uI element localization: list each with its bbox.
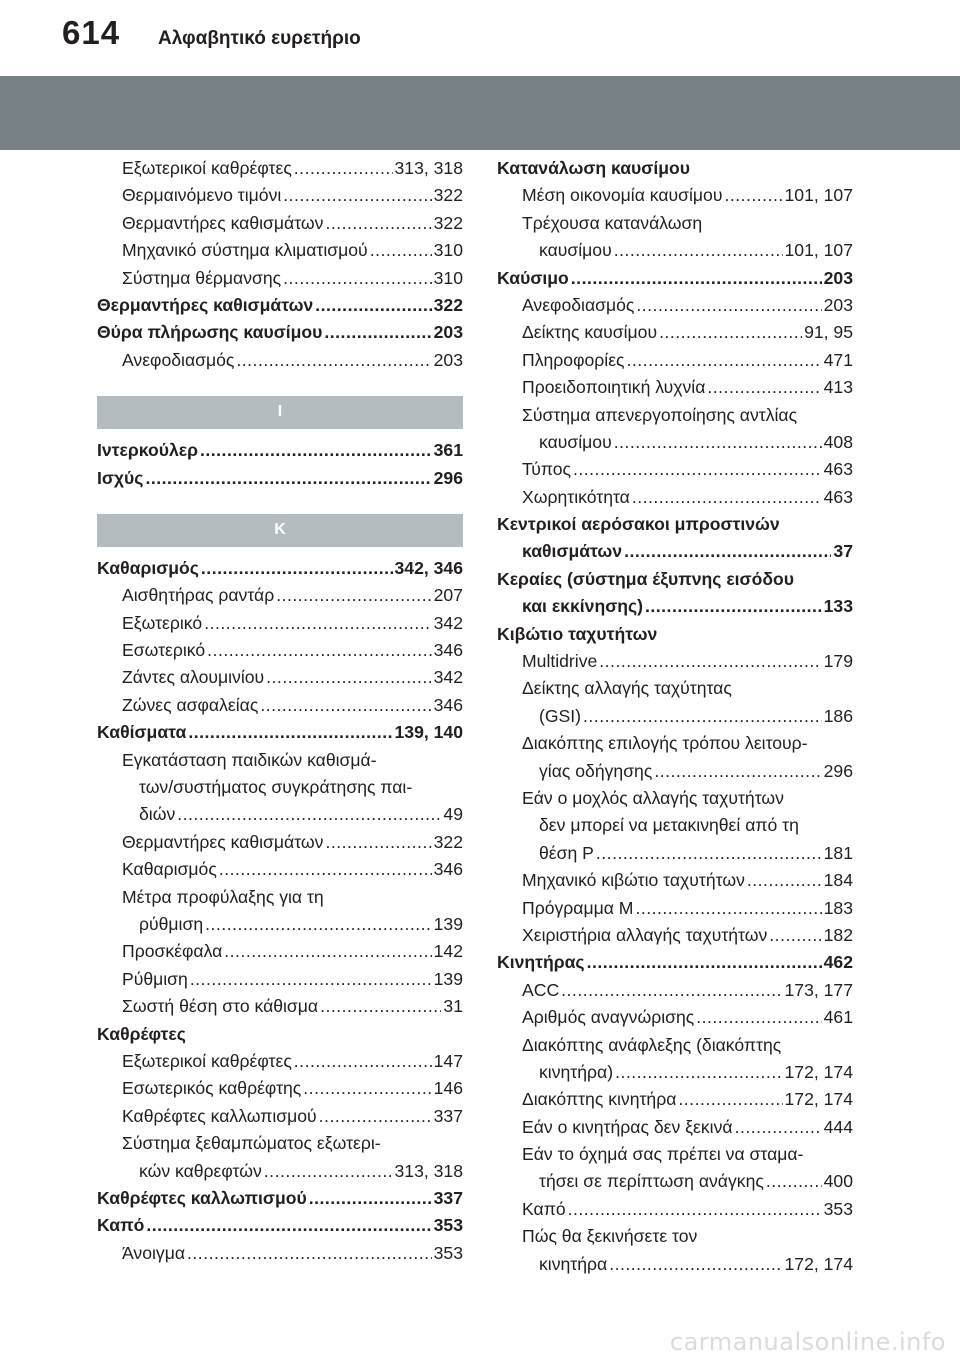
index-term: Καθρέφτες καλλωπισμού xyxy=(122,1105,317,1126)
index-term: Εάν το όχημά σας πρέπει να σταμα- xyxy=(522,1144,804,1165)
index-term: Πληροφορίες xyxy=(522,349,625,370)
index-entry xyxy=(497,675,853,702)
page-reference: 203 xyxy=(433,322,463,343)
index-entry xyxy=(497,1223,853,1250)
index-entry xyxy=(497,319,853,346)
page-reference: 463 xyxy=(823,459,853,480)
index-entry xyxy=(97,774,463,801)
index-entry xyxy=(97,265,463,292)
page-reference: 408 xyxy=(823,431,853,452)
index-term: ρύθμιση xyxy=(139,913,204,934)
dot-leader xyxy=(190,966,432,993)
page-reference: 296 xyxy=(823,760,853,781)
index-term: δεν μπορεί να μετακινηθεί από τη xyxy=(539,815,799,836)
index-term: διών xyxy=(139,804,176,825)
page-reference: 179 xyxy=(823,651,853,672)
index-entry xyxy=(497,1004,853,1031)
index-entry xyxy=(97,1103,463,1130)
index-term: καυσίμου xyxy=(539,240,612,261)
dot-leader xyxy=(571,265,822,292)
dot-leader xyxy=(201,555,393,582)
index-entry xyxy=(97,182,463,209)
dot-leader xyxy=(266,664,431,691)
index-column-right xyxy=(497,155,853,1278)
page-reference: 147 xyxy=(433,1050,463,1071)
index-term: Σύστημα ξεθαμπώματος εξωτερι- xyxy=(122,1133,381,1154)
index-entry xyxy=(97,993,463,1020)
page-reference: 101, 107 xyxy=(784,185,853,206)
index-entry xyxy=(497,347,853,374)
page-reference: 172, 174 xyxy=(784,1089,853,1110)
page-reference: 346 xyxy=(433,859,463,880)
dot-leader xyxy=(294,155,393,182)
index-entry xyxy=(497,1196,853,1223)
index-term: Καθρέφτες καλλωπισμού xyxy=(97,1187,307,1208)
index-term: Ισχύς xyxy=(97,467,144,488)
dot-leader xyxy=(370,237,432,264)
letter-band-k: K xyxy=(97,514,463,547)
index-term: Ιντερκούλερ xyxy=(97,440,198,461)
page-reference: 296 xyxy=(433,467,463,488)
index-group-i xyxy=(97,437,463,492)
dot-leader xyxy=(596,840,822,867)
index-entry xyxy=(497,703,853,730)
index-entry xyxy=(97,1075,463,1102)
index-term: Κιβώτιο ταχυτήτων xyxy=(497,623,658,644)
index-entry xyxy=(497,155,853,182)
index-entry xyxy=(97,856,463,883)
index-term: Εξωτερικοί καθρέφτες xyxy=(122,158,292,178)
index-term: Εξωτερικό xyxy=(122,612,203,633)
index-entry xyxy=(497,593,853,620)
dot-leader xyxy=(319,1103,432,1130)
page-reference: 322 xyxy=(433,831,463,852)
index-term: Καθρέφτες xyxy=(97,1023,186,1044)
dot-leader xyxy=(204,610,431,637)
index-entry xyxy=(97,1185,463,1212)
page-reference: 142 xyxy=(433,941,463,962)
index-term: Χειριστήρια αλλαγής ταχυτήτων xyxy=(522,924,768,945)
index-term: θέση P xyxy=(539,842,594,863)
dot-leader xyxy=(188,719,392,746)
index-entry xyxy=(97,692,463,719)
page-reference: 181 xyxy=(823,842,853,863)
index-term: Ανεφοδιασμός xyxy=(522,294,635,315)
index-entry xyxy=(497,511,853,538)
page-reference: 203 xyxy=(433,349,463,370)
dot-leader xyxy=(320,993,441,1020)
dot-leader xyxy=(599,648,821,675)
header-band xyxy=(0,76,960,150)
index-entry xyxy=(97,1212,463,1239)
index-entry xyxy=(497,648,853,675)
page-reference: 353 xyxy=(823,1198,853,1219)
index-entry xyxy=(497,1168,853,1195)
dot-leader xyxy=(200,437,432,464)
index-term: Δείκτης αλλαγής ταχύτητας xyxy=(522,678,732,699)
page-reference: 400 xyxy=(823,1171,853,1192)
index-entry xyxy=(497,1251,853,1278)
index-entry xyxy=(497,840,853,867)
dot-leader xyxy=(747,867,822,894)
index-term: Θερμαντήρες καθισμάτων xyxy=(122,212,324,233)
index-term: κών καθρεφτών xyxy=(139,1160,262,1181)
index-term: Καθαρισμός xyxy=(122,859,217,880)
index-term: Καύσιμο xyxy=(497,267,569,288)
index-term: καθισμάτων xyxy=(522,541,623,562)
dot-leader xyxy=(309,1185,432,1212)
index-term: Προειδοποιητική λυχνία xyxy=(522,377,706,398)
index-term: κινητήρα) xyxy=(539,1061,614,1082)
page-reference: 346 xyxy=(433,640,463,661)
index-term: Θερμαντήρες καθισμάτων xyxy=(97,294,314,315)
page-reference: 471 xyxy=(823,349,853,370)
index-entry xyxy=(497,785,853,812)
page-reference: 337 xyxy=(433,1105,463,1126)
index-entry xyxy=(97,1130,463,1157)
index-term: (GSI) xyxy=(539,705,582,726)
index-term: Καθαρισμός xyxy=(97,557,199,578)
index-entry xyxy=(97,210,463,237)
page-reference: 313, 318 xyxy=(394,158,463,178)
index-entry xyxy=(97,610,463,637)
page-number: 614 xyxy=(62,14,121,51)
index-entry xyxy=(97,829,463,856)
page-reference: 172, 174 xyxy=(784,1253,853,1274)
page-reference: 337 xyxy=(433,1187,463,1208)
watermark: carmanualsonline.info xyxy=(669,1328,946,1356)
index-term: Κατανάλωση καυσίμου xyxy=(497,158,690,178)
index-term: Μέση οικονομία καυσίμου xyxy=(522,185,723,206)
index-entry xyxy=(97,637,463,664)
dot-leader xyxy=(654,758,821,785)
index-entry xyxy=(97,237,463,264)
index-entry xyxy=(497,182,853,209)
index-entry xyxy=(97,1240,463,1267)
page-reference: 183 xyxy=(823,897,853,918)
page-reference: 203 xyxy=(823,267,853,288)
index-entry xyxy=(497,977,853,1004)
dot-leader xyxy=(587,949,822,976)
page-reference: 346 xyxy=(433,694,463,715)
index-entry xyxy=(97,319,463,346)
index-term: Σύστημα θέρμανσης xyxy=(122,267,282,288)
index-term: Multidrive xyxy=(522,651,598,672)
page-reference: 342 xyxy=(433,667,463,688)
spacer xyxy=(97,374,463,396)
page-reference: 322 xyxy=(433,212,463,233)
index-entry xyxy=(97,966,463,993)
index-entry xyxy=(497,949,853,976)
dot-leader xyxy=(632,484,822,511)
index-entry xyxy=(97,719,463,746)
dot-leader xyxy=(614,237,783,264)
page-reference: 186 xyxy=(823,705,853,726)
section-title: Αλφαβητικό ευρετήριο xyxy=(158,28,361,49)
page-reference: 146 xyxy=(433,1078,463,1099)
page-reference: 462 xyxy=(823,952,853,973)
dot-leader xyxy=(294,1048,432,1075)
index-term: Εσωτερικός καθρέφτης xyxy=(122,1078,302,1099)
index-entry xyxy=(497,922,853,949)
dot-leader xyxy=(635,895,821,922)
page-reference: 310 xyxy=(433,240,463,261)
index-term: Θερμαινόμενο τιμόνι xyxy=(122,185,282,206)
index-entry xyxy=(497,292,853,319)
dot-leader xyxy=(207,637,431,664)
index-entry xyxy=(97,582,463,609)
dot-leader xyxy=(627,347,822,374)
dot-leader xyxy=(561,977,782,1004)
page-reference: 207 xyxy=(433,585,463,606)
index-entry xyxy=(497,456,853,483)
dot-leader xyxy=(573,456,822,483)
index-term: Διακόπτης επιλογής τρόπου λειτουρ- xyxy=(522,733,808,754)
index-term: Τύπος xyxy=(522,459,571,480)
page-reference: 322 xyxy=(433,185,463,206)
index-entry xyxy=(497,538,853,565)
index-term: Δείκτης καυσίμου xyxy=(522,322,658,343)
index-entry xyxy=(497,895,853,922)
index-term: και εκκίνησης) xyxy=(522,596,643,617)
index-entry xyxy=(97,292,463,319)
index-term: Μηχανικό κιβώτιο ταχυτήτων xyxy=(522,870,745,891)
dot-leader xyxy=(766,1168,822,1195)
index-term: Σύστημα απενεργοποίησης αντλίας xyxy=(522,404,798,425)
index-entry xyxy=(497,867,853,894)
page-reference: 139 xyxy=(433,913,463,934)
page-reference: 444 xyxy=(823,1116,853,1137)
page-reference: 49 xyxy=(443,804,463,825)
index-entry xyxy=(497,429,853,456)
page-header xyxy=(0,0,960,68)
index-entry xyxy=(97,347,463,374)
index-term: Κεραίες (σύστημα έξυπνης εισόδου xyxy=(497,568,794,589)
index-entry xyxy=(497,237,853,264)
index-term: Καπό xyxy=(522,1198,566,1219)
dot-leader xyxy=(659,319,802,346)
index-entry xyxy=(97,465,463,492)
dot-leader xyxy=(260,692,431,719)
page-reference: 139 xyxy=(433,968,463,989)
index-term: των/συστήματος συγκράτησης παι- xyxy=(139,777,413,798)
page-reference: 342 xyxy=(433,612,463,633)
page-reference: 173, 177 xyxy=(784,979,853,1000)
index-entry xyxy=(497,265,853,292)
page-reference: 37 xyxy=(833,541,853,562)
dot-leader xyxy=(624,538,831,565)
dot-leader xyxy=(177,801,441,828)
index-entry xyxy=(97,884,463,911)
index-term: Μηχανικό σύστημα κλιματισμού xyxy=(122,240,368,261)
index-entry xyxy=(497,402,853,429)
index-term: Ζώνες ασφαλείας xyxy=(122,694,259,715)
dot-leader xyxy=(236,347,431,374)
dot-leader xyxy=(325,210,431,237)
index-entry xyxy=(497,730,853,757)
index-term: Χωρητικότητα xyxy=(522,486,630,507)
page-reference: 361 xyxy=(433,440,463,461)
page-reference: 353 xyxy=(433,1215,463,1236)
index-term: Προσκέφαλα xyxy=(122,941,223,962)
index-term: Εξωτερικοί καθρέφτες xyxy=(122,1050,292,1071)
dot-leader xyxy=(609,1251,782,1278)
index-term: Ρύθμιση xyxy=(122,968,188,989)
index-entry xyxy=(497,758,853,785)
dot-leader xyxy=(219,856,432,883)
index-term: Εσωτερικό xyxy=(122,640,206,661)
index-entry xyxy=(497,1086,853,1113)
page-reference: 31 xyxy=(443,996,463,1017)
dot-leader xyxy=(187,1240,432,1267)
index-term: Ζάντες αλουμινίου xyxy=(122,667,265,688)
page-reference: 310 xyxy=(433,267,463,288)
index-entry xyxy=(497,484,853,511)
index-term: Αισθητήρας ραντάρ xyxy=(122,585,275,606)
index-column-left xyxy=(97,155,463,1267)
index-entry xyxy=(97,555,463,582)
index-entry xyxy=(497,210,853,237)
page-reference: 139, 140 xyxy=(394,722,463,743)
index-term: Θερμαντήρες καθισμάτων xyxy=(122,831,324,852)
dot-leader xyxy=(283,265,431,292)
index-term: Κινητήρας xyxy=(497,952,585,973)
dot-leader xyxy=(568,1196,822,1223)
index-term: Ανεφοδιασμός xyxy=(122,349,235,370)
page-reference: 322 xyxy=(433,294,463,315)
page-reference: 172, 174 xyxy=(784,1061,853,1082)
page-reference: 461 xyxy=(823,1007,853,1028)
index-entry xyxy=(97,155,463,182)
index-term: Εγκατάσταση παιδικών καθισμά- xyxy=(122,749,377,770)
index-term: Διακόπτης ανάφλεξης (διακόπτης xyxy=(522,1034,782,1055)
index-entry xyxy=(97,1158,463,1185)
index-entry xyxy=(97,801,463,828)
dot-leader xyxy=(735,1114,822,1141)
dot-leader xyxy=(769,922,821,949)
dot-leader xyxy=(615,1059,782,1086)
index-term: τήσει σε περίπτωση ανάγκης xyxy=(539,1171,764,1192)
index-term: καυσίμου xyxy=(539,431,612,452)
index-entry xyxy=(97,911,463,938)
index-term: Κεντρικοί αερόσακοι μπροστινών xyxy=(497,514,780,535)
index-term: Μέτρα προφύλαξης για τη xyxy=(122,886,324,907)
index-term: Εάν ο μοχλός αλλαγής ταχυτήτων xyxy=(522,787,784,808)
index-term: Άνοιγμα xyxy=(122,1242,186,1263)
index-entry xyxy=(97,938,463,965)
dot-leader xyxy=(205,911,432,938)
index-term: Τρέχουσα κατανάλωση xyxy=(522,212,703,233)
index-term: Αριθμός αναγνώρισης xyxy=(522,1007,695,1028)
page-reference: 313, 318 xyxy=(394,1160,463,1181)
dot-leader xyxy=(264,1158,393,1185)
page-reference: 203 xyxy=(823,294,853,315)
dot-leader xyxy=(636,292,821,319)
index-entry xyxy=(97,664,463,691)
page-reference: 182 xyxy=(823,924,853,945)
dot-leader xyxy=(678,1086,782,1113)
dot-leader xyxy=(283,182,431,209)
dot-leader xyxy=(146,1212,431,1239)
dot-leader xyxy=(325,829,431,856)
page-reference: 342, 346 xyxy=(394,557,463,578)
index-term: Πώς θα ξεκινήσετε τον xyxy=(522,1226,698,1247)
letter-band-i: I xyxy=(97,396,463,429)
index-entry xyxy=(497,1032,853,1059)
index-entry xyxy=(97,747,463,774)
index-term: Καθίσματα xyxy=(97,722,187,743)
dot-leader xyxy=(224,938,431,965)
page-reference: 184 xyxy=(823,870,853,891)
index-term: Θύρα πλήρωσης καυσίμου xyxy=(97,322,323,343)
dot-leader xyxy=(583,703,822,730)
index-term: κινητήρα xyxy=(539,1253,608,1274)
dot-leader xyxy=(614,429,822,456)
index-term: γίας οδήγησης xyxy=(539,760,653,781)
index-group-k xyxy=(97,555,463,1267)
index-term: Σωστή θέση στο κάθισμα xyxy=(122,996,319,1017)
dot-leader xyxy=(724,182,782,209)
index-entry xyxy=(97,437,463,464)
index-entry xyxy=(497,374,853,401)
index-entry xyxy=(497,1141,853,1168)
page-reference: 91, 95 xyxy=(804,322,853,343)
page-reference: 101, 107 xyxy=(784,240,853,261)
page-reference: 133 xyxy=(823,596,853,617)
dot-leader xyxy=(315,292,431,319)
index-entry xyxy=(97,1048,463,1075)
page-reference: 413 xyxy=(823,377,853,398)
spacer xyxy=(97,492,463,514)
page-reference: 353 xyxy=(433,1242,463,1263)
index-entry xyxy=(497,621,853,648)
dot-leader xyxy=(707,374,821,401)
dot-leader xyxy=(303,1075,431,1102)
index-term: ACC xyxy=(522,979,560,1000)
index-term: Πρόγραμμα M xyxy=(522,897,634,918)
dot-leader xyxy=(276,582,431,609)
index-group-right xyxy=(497,155,853,1278)
index-entry xyxy=(97,1021,463,1048)
index-term: Εάν ο κινητήρας δεν ξεκινά xyxy=(522,1116,733,1137)
dot-leader xyxy=(696,1004,821,1031)
index-entry xyxy=(497,1059,853,1086)
index-term: Καπό xyxy=(97,1215,145,1236)
index-entry xyxy=(497,812,853,839)
dot-leader xyxy=(645,593,822,620)
index-group-top xyxy=(97,155,463,374)
dot-leader xyxy=(145,465,431,492)
page-reference: 463 xyxy=(823,486,853,507)
index-term: Διακόπτης κινητήρα xyxy=(522,1089,677,1110)
index-entry xyxy=(497,566,853,593)
index-entry xyxy=(497,1114,853,1141)
dot-leader xyxy=(324,319,431,346)
